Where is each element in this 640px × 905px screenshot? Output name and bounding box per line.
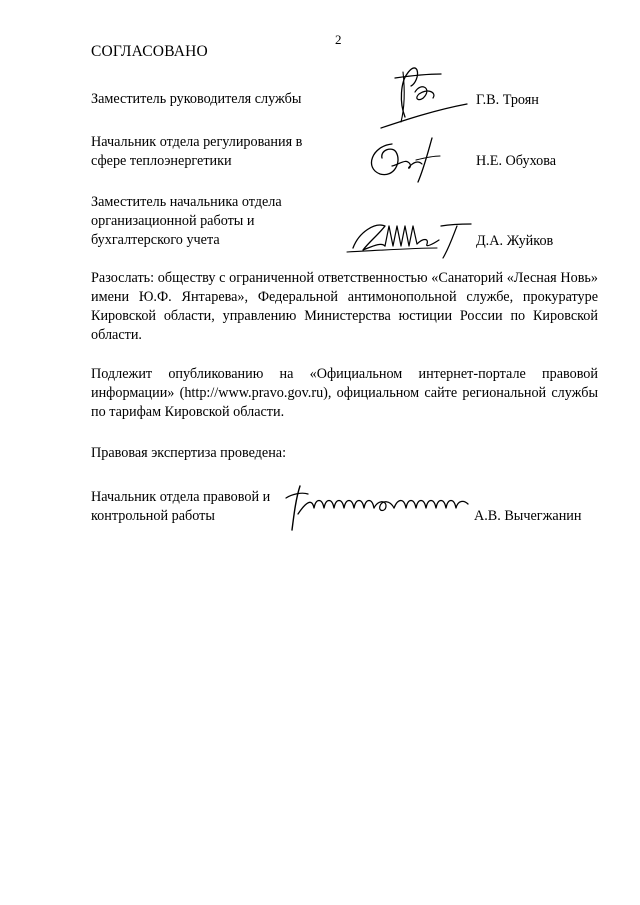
legal-signoff-name: А.В. Вычегжанин bbox=[474, 508, 582, 524]
distribution-paragraph: Разослать: обществу с ограниченной ответственностью «Санаторий «Лесная Новь» имени Ю.Ф. Янтарева», Федеральной антимонопольной службе, прокуратуре Кировской области, управлению Министерства юстиции России по Кировской области. bbox=[91, 270, 598, 343]
approver-3-name: Д.А. Жуйков bbox=[476, 233, 554, 249]
legal-signoff-position: Начальник отдела правовой и контрольной работы bbox=[91, 489, 271, 524]
approval-heading: СОГЛАСОВАНО bbox=[91, 43, 208, 60]
legal-review-note: Правовая экспертиза проведена: bbox=[91, 445, 287, 461]
publication-paragraph: Подлежит опубликованию на «Официальном интернет-портале правовой информации» (http://www.pravo.gov.ru), официальном сайте региональной службы по тарифам Кировской области. bbox=[91, 366, 598, 420]
approver-2-signature bbox=[362, 134, 442, 184]
approver-1-position: Заместитель руководителя службы bbox=[91, 91, 302, 107]
approver-1-signature bbox=[375, 62, 475, 132]
approver-2-name: Н.Е. Обухова bbox=[476, 153, 557, 169]
approver-2-position: Начальник отдела регулирования в сфере теплоэнергетики bbox=[91, 134, 303, 169]
legal-signoff-signature bbox=[282, 478, 472, 538]
approver-3-signature bbox=[345, 212, 475, 267]
approver-3-position: Заместитель начальника отдела организационной работы и бухгалтерского учета bbox=[91, 194, 282, 248]
approver-1-name: Г.В. Троян bbox=[476, 92, 539, 108]
page-number: 2 bbox=[335, 32, 342, 47]
